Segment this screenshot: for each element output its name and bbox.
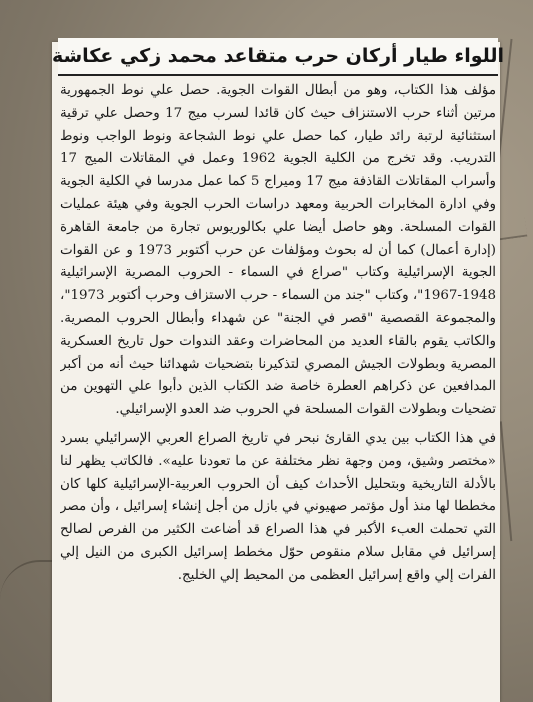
page-title: اللواء طيار أركان حرب متقاعد محمد زكي عكاشة [51,45,505,67]
map-line [0,560,60,622]
paragraph-book-summary: في هذا الكتاب بين يدي القارئ نبحر في تاريخ الصراع العربي الإسرائيلي بسرد «مختصر وشيق، ومن وجهة نظر مختلفة عن ما تعودنا عليه». فالكاتب يظهر لنا بالأدلة التاريخية وبتحليل الأحداث كيف أن الحروب العربية-الإسرائيلية كلها كان مخططا لها منذ أول مؤتمر صهيوني في بازل من أجل إنشاء إسرائيل ، وأن مصر التي تحملت العبء الأكبر في هذا الصراع قد أضاعت الكثير من الفرص لصالح إسرائيل في مقابل سلام منقوص حوّل مخطط إسرائيل الكبرى من النيل إلي الفرات إلي واقع إسرائيل العظمى من المحيط إلي الخليج. [60,430,496,583]
title-bar [51,38,505,76]
body-text [60,80,496,702]
map-line [500,419,533,541]
paragraph-author-bio: مؤلف هذا الكتاب، وهو من أبطال القوات الجوية. حصل علي نوط الجمهورية مرتين أثناء حرب الاستنزاف حيث كان قائدا لسرب ميج 17 وحصل علي ترقية استثنائية لرتبة رائد طيار، كما حصل علي نوط الشجاعة ونوط الواجب ونوط التدريب. وقد تخرج من الكلية الجوية 1962 وعمل في المقاتلات الميج 17 وأسراب المقاتلات القاذفة ميج 17 وميراج 5 كما عمل مدرسا في الكلية الجوية وفي ادارة المخابرات الحربية ومعهد دراسات الحرب الجوية وفي هيئة عمليات القوات المسلحة. وهو حاصل أيضا علي بكالوريوس تجارة من جامعة القاهرة (إدارة أعمال) كما أن له بحوث ومؤلفات عن حرب أكتوبر 1973 و عن القوات الجوية الإسرائيلية وكتاب "صراع في السماء - الحروب المصرية الإسرائيلية 1948-1967"، وكتاب "جند من السماء - حرب الاستزاف وحرب أكتوبر 1973"، والمجموعة القصصية "قصر في الجنة" عن شهداء وأبطال الحروب المصرية. والكاتب يقوم بالقاء العديد من المحاضرات وعقد الندوات حول تاريخ العسكرية المصرية وبطولات الجيش المصري لتذكيرنا بتضحيات شهدائنا حيث أنه من أكبر المدافعين عن ذكراهم العطرة خاصة ضد الكتاب الذين دأبوا علي التهوين من تضحيات وبطولات القوات المسلحة في الحروب ضد العدو الإسرائيلي. [60,83,496,418]
